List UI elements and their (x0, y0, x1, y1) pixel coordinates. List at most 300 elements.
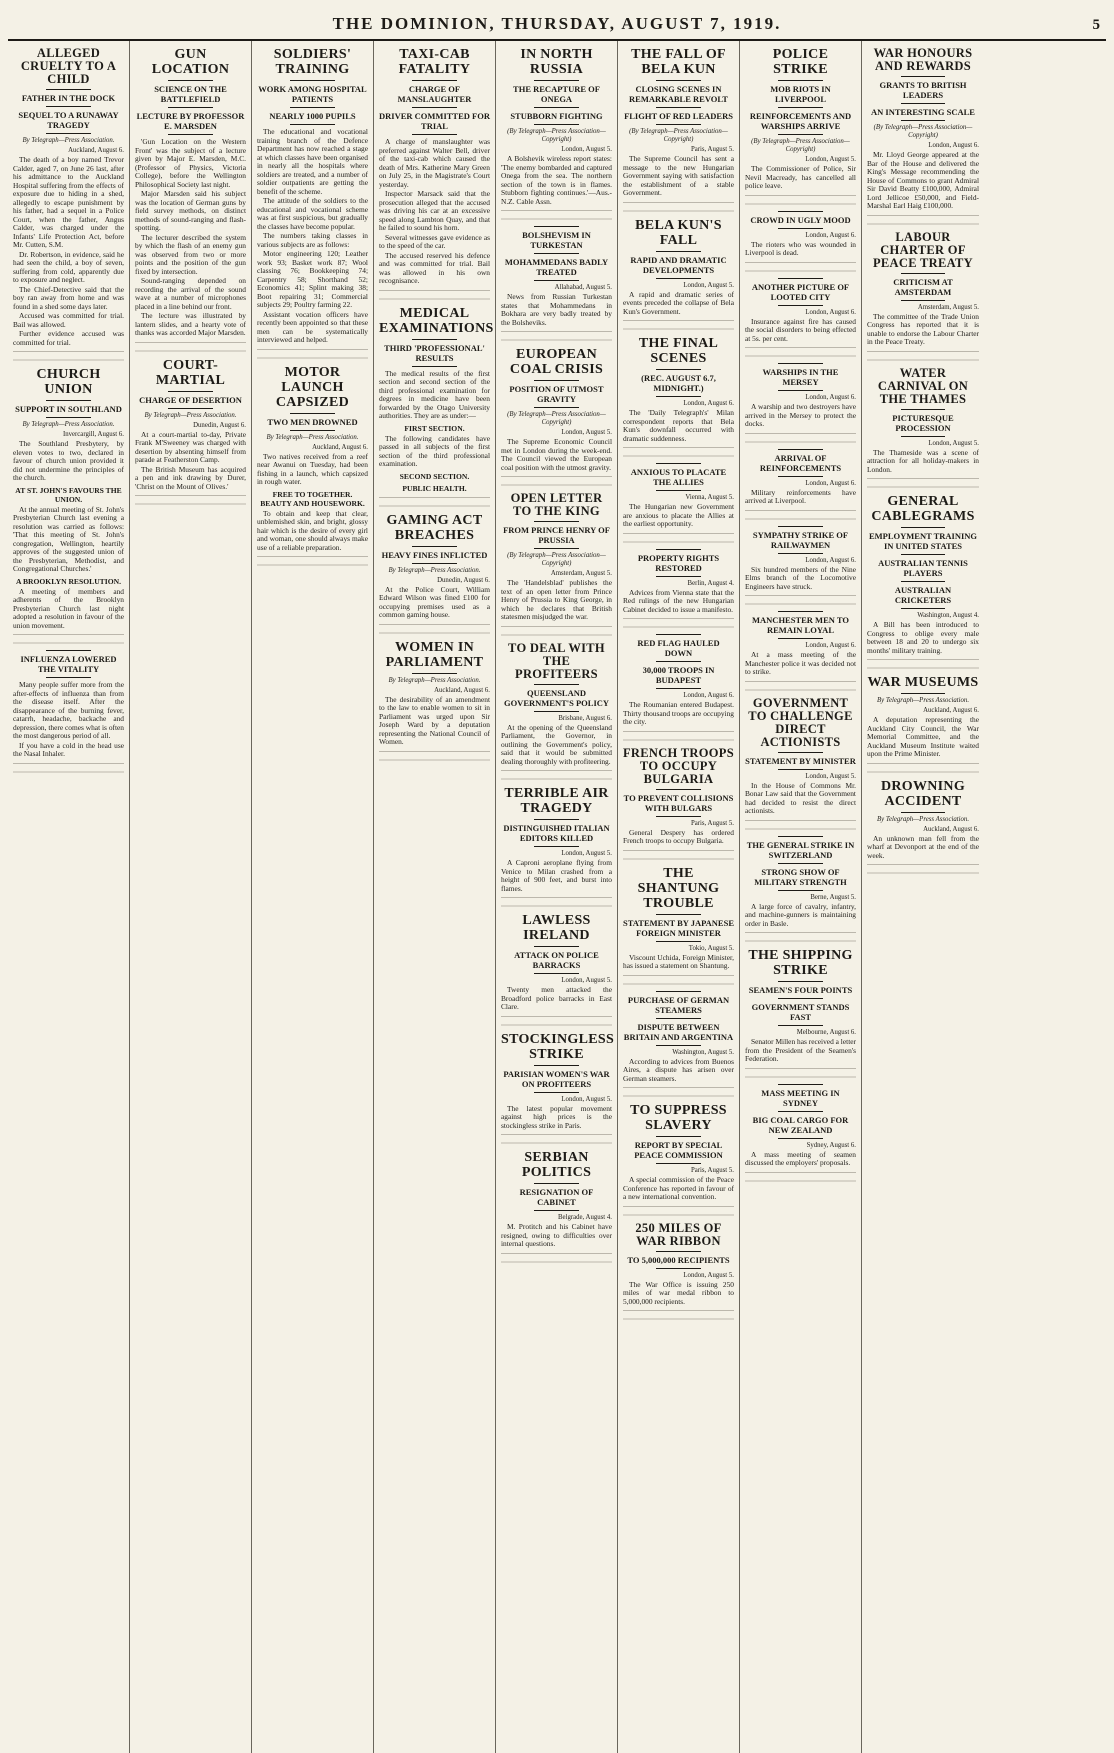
headline: DROWNING ACCIDENT (880, 778, 966, 809)
body-paragraph: The educational and vocational training branch of the Defence Department has now reached a stage at which classes have been organised in nearly all the hospitals where soldiers are treated, and a number of soldier outpatients are getting the benefit of the scheme. (257, 127, 368, 196)
article (745, 526, 856, 606)
divider-rule (534, 548, 578, 549)
divider-rule (656, 396, 700, 397)
divider-rule (656, 1136, 700, 1137)
article (501, 492, 612, 636)
text-filler (623, 445, 734, 457)
body-paragraph: A meeting of members and adherents of the Brooklyn Presbyterian Church last night adopted a resolution in favour of the union movement. (13, 586, 124, 630)
dateline: London, August 5. (683, 1271, 734, 1279)
body-paragraph: Motor engineering 120; Leather work 93; Basket work 87; Wool classing 76; Bookkeeping 74; Carpentry 58; Shorthand 52; Economics 41; Splint making 38; Boot repairing 31; Commercial subjects 29; Poultry farming 22. (257, 249, 368, 309)
divider-rule (656, 789, 700, 790)
article (867, 367, 979, 489)
divider-rule (656, 124, 700, 125)
dateline: Belgrade, August 4. (558, 1214, 612, 1221)
sub-headline: FROM PRINCE HENRY OF PRUSSIA (503, 525, 610, 545)
body-paragraph: Several witnesses gave evidence as to the speed of the car. (379, 232, 490, 250)
sub-headline: QUEENSLAND GOVERNMENT'S POLICY (503, 687, 610, 708)
divider-rule (901, 693, 946, 694)
body-paragraph: A charge of manslaughter was preferred against Walter Bell, driver of the taxi-cab which caused the death of Mrs. Katherine Mary Green on July 25, in the Magistrate's Court yesterday. (379, 137, 490, 189)
divider-rule (534, 973, 578, 974)
divider-rule (656, 490, 700, 491)
article (745, 278, 856, 358)
dateline: Auckland, August 6. (434, 686, 490, 694)
body-paragraph: At the opening of the Queensland Parliament, the Governor, in outlining the Government's policy, said that it would be submitted dealing thoroughly with profiteering. (501, 722, 612, 766)
headline: GAMING ACT BREACHES (386, 512, 483, 543)
sub-headline: MOHAMMEDANS BADLY TREATED (504, 257, 609, 277)
article (623, 1222, 734, 1321)
body-paragraph: The Commissioner of Police, Sir Nevil Macready, has cancelled all police leave. (745, 164, 856, 190)
columns-container (8, 41, 1106, 1753)
sub-headline: EMPLOYMENT TRAINING IN UNITED STATES (868, 531, 978, 551)
sub-headline: ANOTHER PICTURE OF LOOTED CITY (751, 281, 850, 302)
column-4 (374, 41, 496, 1753)
divider-rule (656, 914, 700, 915)
sub-headline: TO PREVENT COLLISIONS WITH BULGARS (623, 792, 734, 813)
dateline: London, August 6. (805, 231, 856, 239)
text-filler (745, 431, 856, 443)
body-paragraph: The British Museum has acquired a pen and ink drawing by Durer, 'Christ on the Mount of Olives.' (135, 464, 246, 491)
article (501, 642, 612, 781)
headline: SOLDIERS' TRAINING (273, 47, 352, 77)
sub-headline: THIRD 'PROFESSIONAL' RESULTS (384, 342, 485, 363)
body-paragraph: M. Protitch and his Cabinet have resigned, owing to difficulties over internal questions. (501, 1222, 612, 1248)
byline: By Telegraph—Press Association. (22, 137, 115, 144)
body-paragraph: The 'Handelsblad' publishes the text of an open letter from Prince Henry of Prussia to King George, in which he declares that British statesmen misjudged the war. (501, 578, 612, 621)
dateline: London, August 5. (683, 281, 734, 289)
dateline: Paris, August 5. (690, 146, 734, 153)
dateline: London, August 6. (805, 308, 856, 316)
headline: GENERAL CABLEGRAMS (871, 494, 975, 524)
article (745, 363, 856, 443)
sub-headline: FATHER IN THE DOCK (21, 93, 116, 103)
text-filler (745, 679, 856, 691)
body-paragraph: The Roumanian entered Budapest. Thirty thousand troops are occupying the city. (623, 700, 734, 726)
body-paragraph: An unknown man fell from the wharf at Devonport at the end of the week. (867, 833, 979, 860)
body-paragraph: Many people suffer more from the after-effects of influenza than from the disease itself. After the disappearance of the burning fever, catarrh, headache, backache and depression, there comes what is often the most dangerous period of all. (13, 680, 124, 740)
dateline: London, August 5. (805, 156, 856, 163)
text-filler (135, 340, 246, 352)
headline: THE SHANTUNG TROUBLE (637, 865, 720, 911)
divider-rule (656, 576, 700, 577)
body-paragraph: A deputation representing the Auckland City Council, the War Memorial Committee, and the Auckland Museum Institute waited upon the Prime Minister. (867, 715, 979, 758)
divider-rule (656, 369, 700, 370)
byline: (By Telegraph—Press Association—Copyright) (873, 124, 973, 139)
sub-headline: WORK AMONG HOSPITAL PATIENTS (258, 84, 367, 104)
text-filler (13, 632, 124, 644)
sub-headline: (REC. AUGUST 6.7, MIDNIGHT.) (641, 373, 716, 393)
article (379, 305, 494, 507)
article (501, 913, 612, 1026)
body-paragraph: Twenty men attacked the Broadford police barracks in East Clare. (501, 985, 612, 1011)
sub-headline: AUSTRALIAN TENNIS PLAYERS (878, 558, 968, 578)
dateline: London, August 5. (561, 146, 612, 153)
dateline: Washington, August 4. (917, 612, 979, 619)
divider-rule (290, 80, 334, 81)
divider-rule (290, 413, 334, 414)
body-paragraph: The committee of the Trade Union Congress has reported that it is unable to endorse the Labour Charter in the Peace Treaty. (867, 311, 979, 346)
divider-rule (778, 863, 822, 864)
sub-headline: CHARGE OF MANSLAUGHTER (397, 84, 472, 104)
body-paragraph: At a court-martial to-day, Private Frank M'Sweeney was charged with desertion by absenting himself from parade at Featherston Camp. (135, 429, 246, 464)
text-filler (867, 349, 979, 361)
article (501, 1031, 615, 1145)
column-2 (130, 41, 252, 1753)
divider-rule (778, 890, 822, 891)
article (745, 697, 856, 830)
body-paragraph: In the House of Commons Mr. Bonar Law said that the Government had decided to resist the direct actionists. (745, 780, 856, 815)
sub-headline: STATEMENT BY MINISTER (745, 755, 856, 766)
article (867, 675, 979, 773)
body-paragraph: The lecture was illustrated by lantern slides, and a hearty vote of thanks was accorded Major Marsden. (135, 311, 246, 337)
sub-headline: PARISIAN WOMEN'S WAR ON PROFITEERS (503, 1068, 610, 1089)
sub-headline: 30,000 TROOPS IN BUDAPEST (642, 665, 715, 685)
headline: WATER CARNIVAL ON THE THAMES (877, 365, 969, 406)
headline: 250 MILES OF WAR RIBBON (635, 1220, 722, 1248)
divider-rule (901, 103, 946, 104)
headline: GOVERNMENT TO CHALLENGE DIRECT ACTIONISTS (748, 695, 853, 749)
text-filler (745, 193, 856, 205)
dateline: Auckland, August 6. (68, 147, 124, 154)
body-paragraph: The accused reserved his defence and was committed for trial. Bail was allowed in his own recognisance. (379, 250, 490, 285)
divider-rule (656, 661, 700, 662)
headline: THE SHIPPING STRIKE (748, 948, 853, 978)
headline: OPEN LETTER TO THE KING (510, 491, 603, 518)
headline: TO DEAL WITH THE PROFITEERS (508, 640, 605, 681)
divider-rule (656, 1045, 700, 1046)
body-paragraph: The Chief-Detective said that the boy ran away from home and was found in a shed some days later. (13, 284, 124, 311)
byline: (By Telegraph—Press Association—Copyright) (507, 411, 606, 426)
dateline: Vienna, August 5. (685, 494, 734, 501)
divider-rule (656, 80, 700, 81)
divider-rule (168, 391, 212, 392)
masthead (8, 4, 1106, 41)
headline: STOCKINGLESS STRIKE (501, 1031, 615, 1062)
article (745, 948, 856, 1078)
article (745, 836, 856, 943)
article (501, 226, 612, 341)
sub-headline: SUPPORT IN SOUTHLAND (15, 404, 122, 414)
dateline: London, August 6. (805, 642, 856, 649)
body-paragraph: A mass meeting of seamen discussed the employers' proposals. (745, 1149, 856, 1167)
body-paragraph: The death of a boy named Trevor Calder, aged 7, on June 26 last, after his admittance to the Auckland Hospital suffering from the effects of exposure due to hiding in a shed, allegedly to escape punishment by his father, had a sequel in a Police Court, when the father, Angus Calder, was charged under the Infants' Life Protection Act, before Mr. Cutten, S.M. (13, 155, 124, 249)
article (623, 747, 734, 860)
divider-rule (290, 430, 334, 431)
sub-headline: AUSTRALIAN CRICKETERS (894, 585, 952, 605)
text-filler (257, 554, 368, 566)
divider-rule (778, 228, 822, 229)
divider-rule (656, 634, 700, 635)
divider-rule (901, 608, 946, 609)
headline: GUN LOCATION (151, 47, 230, 77)
divider-rule (901, 812, 946, 813)
article (867, 231, 979, 361)
byline: (By Telegraph—Press Association—Copyright) (751, 138, 850, 153)
sub-headline: RED FLAG HAULED DOWN (637, 638, 720, 658)
body-paragraph: The Supreme Council has sent a message to the new Hungarian Government saying with satisfaction the establishment of a stable Government. (623, 154, 734, 197)
sub-headline: RAPID AND DRAMATIC DEVELOPMENTS (630, 254, 727, 275)
article (623, 47, 734, 212)
sub-headline: SCIENCE ON THE BATTLEFIELD (154, 84, 227, 104)
text-filler (501, 624, 612, 636)
divider-rule (534, 946, 578, 947)
column-3 (252, 41, 374, 1753)
text-filler (745, 593, 856, 605)
article (623, 1103, 734, 1216)
body-paragraph: To obtain and keep that clear, unblemished skin, and bright, glossy hair which is the desire of every girl and woman, one should always make use of a reliable preparation. (257, 508, 368, 552)
divider-rule (412, 134, 456, 135)
dateline: Invercargill, August 6. (62, 431, 124, 438)
divider-rule (46, 650, 90, 651)
divider-rule (412, 366, 456, 367)
text-filler (623, 848, 734, 860)
headline: SERBIAN POLITICS (521, 1150, 592, 1180)
section-subhead: PUBLIC HEALTH. (402, 483, 467, 493)
divider-rule (412, 339, 456, 340)
body-paragraph: Military reinforcements have arrived at Liverpool. (745, 487, 856, 505)
sub-headline: THE GENERAL STRIKE IN SWITZERLAND (746, 839, 855, 860)
divider-rule (534, 253, 578, 254)
body-paragraph: Advices from Vienna state that the Red rulings of the new Hungarian Cabinet decided to issue a manifesto. (623, 587, 734, 614)
dateline: Paris, August 5. (690, 819, 734, 827)
dateline: Allahabad, August 5. (554, 284, 612, 291)
body-paragraph: A special commission of the Peace Conference has reported in favour of a new international convention. (623, 1175, 734, 1201)
sub-headline: TO 5,000,000 RECIPIENTS (627, 1254, 730, 1265)
byline: By Telegraph—Press Association. (876, 815, 970, 823)
sub-headline: PURCHASE OF GERMAN STEAMERS (627, 994, 730, 1015)
text-filler (379, 495, 490, 507)
divider-rule (778, 526, 822, 527)
divider-rule (534, 819, 578, 820)
divider-rule (168, 134, 212, 135)
divider-rule (46, 133, 90, 134)
headline: ALLEGED CRUELTY TO A CHILD (20, 46, 117, 86)
text-filler (745, 508, 856, 520)
body-paragraph: A Bolshevik wireless report states: 'The enemy bombarded and captured Onega from the sea. The northern section of the town is in flames. Stubborn fighting continues.'—Aus.-N.Z. Cable Assn. (501, 154, 612, 206)
headline: EUROPEAN COAL CRISIS (509, 347, 604, 377)
sub-headline: AN INTERESTING SCALE (871, 107, 975, 117)
section-subhead: FIRST SECTION. (404, 423, 465, 433)
body-paragraph: The desirability of an amendment to the law to enable women to sit in Parliament was urged upon Sir Joseph Ward by a deputation representing the National Council of Women. (379, 694, 490, 746)
body-paragraph: Dr. Robertson, in evidence, said he had seen the child, a boy of seven, suffering from cold, apparently due to exposure and neglect. (13, 249, 124, 284)
divider-rule (656, 1268, 700, 1269)
text-filler (135, 493, 246, 505)
divider-rule (778, 836, 822, 837)
divider-rule (534, 280, 578, 281)
text-filler (745, 1066, 856, 1078)
byline: By Telegraph—Press Association. (388, 676, 481, 684)
divider-rule (534, 80, 578, 81)
divider-rule (778, 1084, 822, 1085)
body-paragraph: The 'Daily Telegraph's' Milan correspondent reports that Bela Kun's downfall occurred with dramatic suddenness. (623, 408, 734, 443)
byline: (By Telegraph—Press Association—Copyright) (507, 128, 606, 143)
article (623, 991, 734, 1098)
text-filler (745, 1170, 856, 1182)
body-paragraph: Inspector Marsack said that the prosecution alleged that the accused was driving his car at an excessive speed along Lambton Quay, and that he failed to sound his horn. (379, 189, 490, 232)
article (623, 463, 734, 543)
headline: MOTOR LAUNCH CAPSIZED (275, 364, 350, 410)
dateline: London, August 5. (561, 850, 612, 857)
text-filler (745, 930, 856, 942)
body-paragraph: Sound-ranging depended on recording the arrival of the sound wave at a number of microphones placed in a line behind our front. (135, 276, 246, 311)
body-paragraph: At the annual meeting of St. John's Presbyterian Church last evening a resolution was carried as follows: 'That this meeting of St. John's congregation, Wellington, heartily approves of the suggested union of the Presbyterian, Methodist, and Congregational Churches.' (13, 504, 124, 573)
divider-rule (778, 1025, 822, 1026)
body-paragraph: The Thameside was a scene of attraction for all holiday-makers in London. (867, 447, 979, 474)
sub-headline: PROPERTY RIGHTS RESTORED (637, 552, 720, 573)
divider-rule (168, 408, 212, 409)
body-paragraph: Two natives received from a reef near Awanui on Tuesday, had been fishing in a launch, which capsized in rough water. (257, 451, 368, 486)
text-filler (867, 761, 979, 773)
article (867, 47, 979, 225)
sub-headline: MANCHESTER MEN TO REMAIN LOYAL (752, 615, 849, 635)
article (867, 494, 979, 669)
dateline: London, August 6. (683, 692, 734, 699)
sub-headline: MASS MEETING IN SYDNEY (761, 1087, 840, 1108)
headline: TERRIBLE AIR TRAGEDY (504, 786, 609, 816)
article (379, 640, 490, 761)
text-filler (13, 761, 124, 773)
divider-rule (534, 380, 578, 381)
text-filler (623, 973, 734, 985)
body-paragraph: Further evidence accused was committed for trial. (13, 329, 124, 347)
text-filler (745, 345, 856, 357)
sub-headline: ANXIOUS TO PLACATE THE ALLIES (630, 467, 727, 487)
article (623, 218, 734, 331)
divider-rule (778, 390, 822, 391)
headline: WAR MUSEUMS (867, 675, 979, 690)
column-8 (862, 41, 984, 1753)
divider-rule (412, 80, 456, 81)
sub-headline: GRANTS TO BRITISH LEADERS (879, 80, 967, 100)
sub-headline: STATEMENT BY JAPANESE FOREIGN MINISTER (623, 917, 734, 938)
article (257, 47, 368, 359)
divider-rule (656, 688, 700, 689)
sub-headline: POSITION OF UTMOST GRAVITY (509, 384, 604, 404)
divider-rule (656, 1163, 700, 1164)
page-number: 5 (1092, 17, 1100, 33)
dateline: London, August 6. (683, 400, 734, 407)
divider-rule (778, 1138, 822, 1139)
sub-headline: DRIVER COMMITTED FOR TRIAL (379, 111, 490, 131)
divider-rule (46, 417, 90, 418)
divider-rule (290, 107, 334, 108)
divider-rule (778, 553, 822, 554)
divider-rule (778, 305, 822, 306)
divider-rule (778, 211, 822, 212)
body-paragraph: The following candidates have passed in all subjects of the first section of the third professional examination. (379, 433, 490, 468)
divider-rule (656, 991, 700, 992)
body-paragraph: The numbers taking classes in various subjects are as follows: (257, 231, 368, 249)
body-paragraph: The lecturer described the system by which the flash of an enemy gun was observed from two or more points and the position of the gun fixed by intersection. (135, 232, 246, 276)
body-paragraph: General Despery has ordered French troops to occupy Bulgaria. (623, 827, 734, 845)
article (623, 549, 734, 629)
text-filler (623, 729, 734, 741)
text-filler (13, 349, 124, 361)
divider-rule (656, 251, 700, 252)
sub-headline: RESIGNATION OF CABINET (519, 1187, 594, 1207)
body-paragraph: Six hundred members of the Nine Elms branch of the Locomotive Engineers have struck. (745, 564, 856, 591)
dateline: London, August 5. (561, 977, 612, 984)
headline: TAXI-CAB FATALITY (398, 47, 471, 77)
sub-headline: CHARGE OF DESERTION (139, 394, 242, 405)
divider-rule (534, 1065, 578, 1066)
divider-rule (778, 107, 822, 108)
headline: BELA KUN'S FALL (635, 217, 722, 248)
article (135, 358, 246, 506)
headline: COURT-MARTIAL (155, 357, 226, 388)
dateline: Auckland, August 6. (312, 443, 368, 451)
divider-rule (901, 527, 946, 528)
text-filler (501, 1251, 612, 1263)
divider-rule (656, 107, 700, 108)
headline: IN NORTH RUSSIA (520, 47, 593, 77)
text-filler (379, 622, 490, 634)
text-filler (623, 318, 734, 330)
body-paragraph: The medical results of the first section and second section of the third professional examination for degrees in medicine have been forwarded by the Otago University authorities. They are as under:— (379, 368, 490, 420)
divider-rule (778, 80, 822, 81)
divider-rule (901, 273, 946, 274)
body-paragraph: Senator Millen has received a letter from the President of the Seamen's Federation. (745, 1037, 856, 1063)
article (745, 611, 856, 691)
divider-rule (901, 409, 946, 410)
text-filler (501, 768, 612, 780)
divider-rule (534, 684, 578, 685)
article (501, 786, 612, 907)
dateline: London, August 5. (561, 429, 612, 436)
dateline: Melbourne, August 6. (796, 1029, 856, 1036)
headline: POLICE STRIKE (772, 47, 829, 77)
dateline: Paris, August 5. (690, 1167, 734, 1174)
sub-headline: INFLUENZA LOWERED THE VITALITY (20, 654, 117, 674)
divider-rule (534, 711, 578, 712)
divider-rule (534, 226, 578, 227)
article (745, 211, 856, 272)
headline: TO SUPPRESS SLAVERY (630, 1103, 727, 1133)
divider-rule (656, 549, 700, 550)
dateline: London, August 5. (561, 1095, 612, 1103)
text-filler (867, 862, 979, 874)
text-filler (379, 288, 490, 300)
byline: By Telegraph—Press Association. (22, 421, 115, 428)
byline: By Telegraph—Press Association. (388, 566, 481, 574)
sub-headline: NEARLY 1000 PUPILS (269, 111, 356, 121)
divider-rule (46, 400, 90, 401)
divider-rule (46, 677, 90, 678)
byline: By Telegraph—Press Association. (266, 433, 359, 441)
section-subhead: FREE TO TOGETHER. BEAUTY AND HOUSEWORK. (260, 489, 365, 508)
section-subhead: AT ST. JOHN'S FAVOURS THE UNION. (15, 485, 122, 504)
sub-headline: STUBBORN FIGHTING (510, 111, 603, 121)
sub-headline: SYMPATHY STRIKE OF RAILWAYMEN (752, 529, 849, 550)
divider-rule (656, 1018, 700, 1019)
divider-rule (656, 278, 700, 279)
body-paragraph: A rapid and dramatic series of events preceded the collapse of Bela Kun's Government. (623, 289, 734, 316)
article (135, 47, 246, 352)
divider-rule (778, 278, 822, 279)
text-filler (867, 657, 979, 669)
text-filler (501, 1014, 612, 1026)
sub-headline: STRONG SHOW OF MILITARY STRENGTH (754, 866, 847, 887)
body-paragraph: The Southland Presbytery, by eleven votes to two, declared in favour of church union provided it did not undermine the principles of the church. (13, 439, 124, 482)
article (745, 449, 856, 520)
article (623, 866, 734, 985)
divider-rule (412, 563, 456, 564)
column-5 (496, 41, 618, 1753)
text-filler (257, 347, 368, 359)
sub-headline: LECTURE BY PROFESSOR E. MARSDEN (136, 111, 245, 131)
headline: LABOUR CHARTER OF PEACE TREATY (872, 229, 974, 270)
dateline: Sydney, August 6. (806, 1141, 856, 1149)
body-paragraph: 'Gun Location on the Western Front' was the subject of a lecture given by Major E. Marsden, M.C. (Professor of Physics, Victoria College), before the Wellington Philosophical Society last night. (135, 137, 246, 189)
